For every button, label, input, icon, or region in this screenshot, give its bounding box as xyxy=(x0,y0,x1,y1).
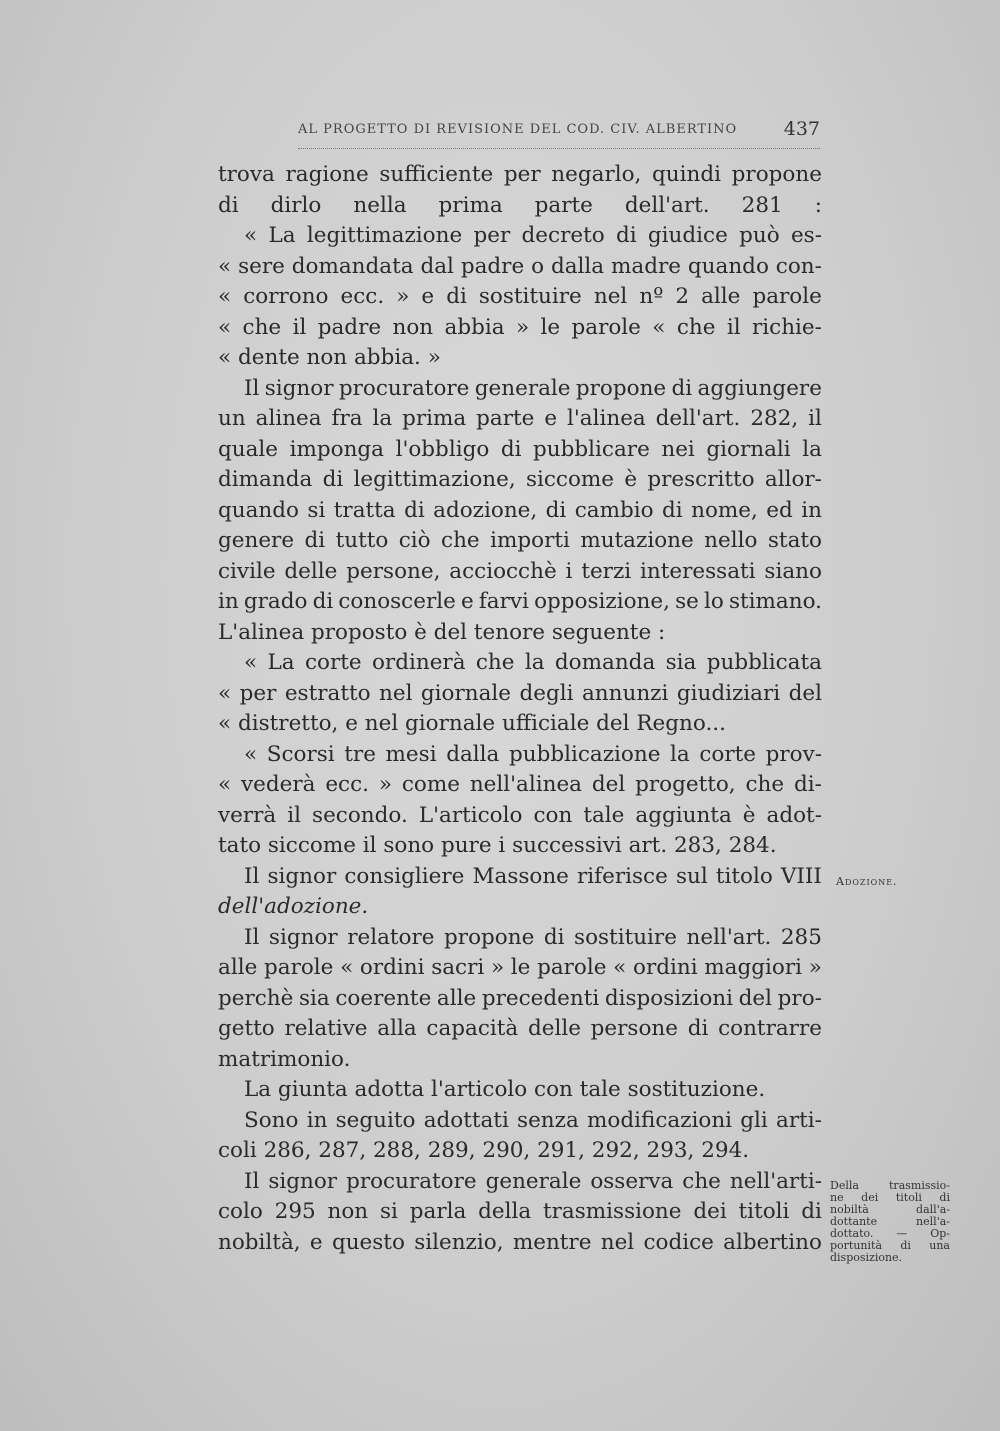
text-line: Il signor consigliere Massone riferisce sul titolo VIII xyxy=(244,863,822,889)
margin-note-trasmissione xyxy=(830,1180,950,1264)
text-line: Il signor relatore propone di sostituire nell'art. 285 xyxy=(244,924,822,950)
text-line: in grado di conoscerle e farvi opposizione, se lo stimano. xyxy=(218,589,822,614)
text-line: quando si tratta di adozione, di cambio di nome, ed in xyxy=(218,497,822,523)
text-line: colo 295 non si parla della trasmissione dei titoli di xyxy=(218,1199,822,1224)
text-line: dimanda di legittimazione, siccome è prescritto allor- xyxy=(218,467,822,492)
text-line: un alinea fra la prima parte e l'alinea dell'art. 282, il xyxy=(218,406,822,431)
text-line: « Scorsi tre mesi dalla pubblicazione la corte prov- xyxy=(244,741,822,767)
page-header xyxy=(298,118,820,149)
text-line: tato siccome il sono pure i successivi art. 283, 284. xyxy=(218,833,777,858)
text-line: quale imponga l'obbligo di pubblicare nei giornali la xyxy=(218,436,822,462)
margin-note-line: nobiltà dall'a- xyxy=(830,1203,950,1216)
text-line: di dirlo nella prima parte dell'art. 281 : xyxy=(218,192,822,218)
text-line: « vederà ecc. » come nell'alinea del progetto, che di- xyxy=(218,772,822,797)
text-line: « sere domandata dal padre o dalla madre quando con- xyxy=(218,253,822,279)
margin-note-line: dottato. — Op- xyxy=(830,1227,950,1240)
text-line: « che il padre non abbia » le parole « che il richie- xyxy=(218,314,822,340)
margin-note-line: dottante nell'a- xyxy=(830,1215,950,1228)
text-line: matrimonio. xyxy=(218,1046,351,1072)
body-text xyxy=(218,160,822,1258)
margin-note-line: ne dei titoli di xyxy=(830,1191,950,1204)
text-line: verrà il secondo. L'articolo con tale aggiunta è adot- xyxy=(218,802,822,828)
text-line: Il signor procuratore generale propone di aggiungere xyxy=(244,375,822,401)
margin-note-line: portunità di una xyxy=(830,1239,950,1252)
text-line: getto relative alla capacità delle persone di contrarre xyxy=(218,1016,822,1041)
text-line: « per estratto nel giornale degli annunzi giudiziari del xyxy=(218,680,822,706)
text-line: trova ragione sufficiente per negarlo, quindi propone xyxy=(218,162,822,187)
page-number: 437 xyxy=(783,118,820,140)
text-line: « La legittimazione per decreto di giudice può es- xyxy=(244,223,822,248)
text-line: « distretto, e nel giornale ufficiale del Regno... xyxy=(218,711,726,736)
text-line: dell'adozione. xyxy=(218,894,369,919)
text-line: Sono in seguito adottati senza modificazioni gli arti- xyxy=(244,1107,822,1133)
margin-note-line: Della trasmissio- xyxy=(830,1179,950,1192)
text-line: Il signor procuratore generale osserva che nell'arti- xyxy=(244,1168,822,1194)
running-head: AL PROGETTO DI REVISIONE DEL COD. CIV. ALBERTINO xyxy=(298,122,738,137)
text-line: La giunta adotta l'articolo con tale sostituzione. xyxy=(244,1077,766,1102)
text-line: « corrono ecc. » e di sostituire nel nº 2 alle parole xyxy=(218,284,822,309)
text-line: civile delle persone, acciocchè i terzi interessati siano xyxy=(218,558,822,584)
text-line: alle parole « ordini sacri » le parole « ordini maggiori » xyxy=(218,955,822,980)
text-line: genere di tutto ciò che importi mutazione nello stato xyxy=(218,528,822,553)
text-line: « La corte ordinerà che la domanda sia pubblicata xyxy=(244,650,822,675)
text-line: coli 286, 287, 288, 289, 290, 291, 292, 293, 294. xyxy=(218,1138,750,1163)
text-line: perchè sia coerente alle precedenti disposizioni del pro- xyxy=(218,985,822,1011)
text-line: « dente non abbia. » xyxy=(218,345,441,370)
margin-note-adozione: Adozione. xyxy=(836,875,898,888)
text-line: L'alinea proposto è del tenore seguente : xyxy=(218,619,666,645)
margin-note-line: disposizione. xyxy=(830,1251,903,1264)
text-line: nobiltà, e questo silenzio, mentre nel codice albertino xyxy=(218,1229,822,1255)
